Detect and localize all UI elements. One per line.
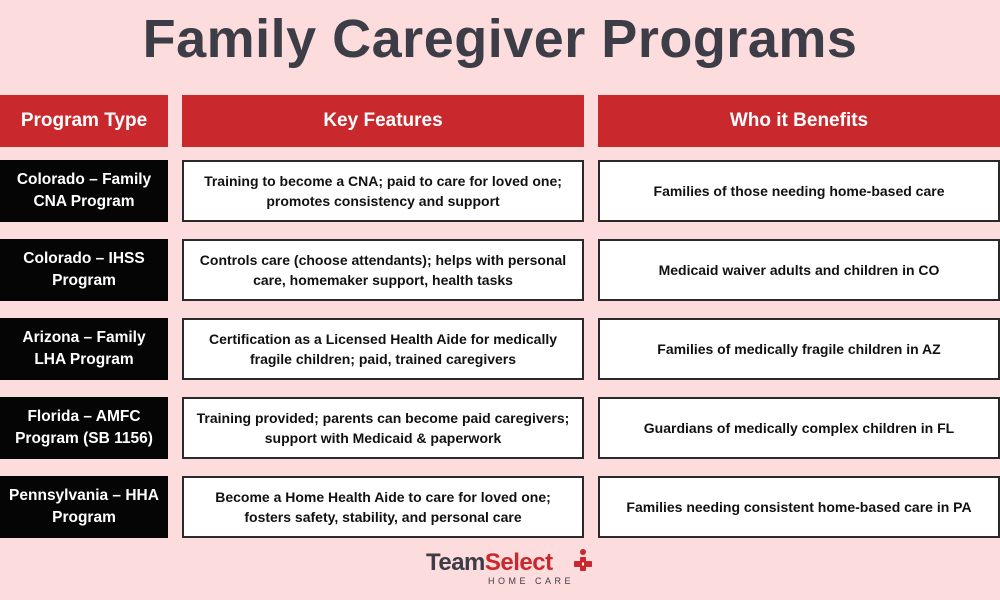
header-key-features: Key Features xyxy=(182,95,584,147)
features-cell-arizona-lha: Certification as a Licensed Health Aide for medically fragile children; paid, trained caregivers xyxy=(182,318,584,380)
logo-word-select: Select xyxy=(484,549,553,576)
logo-tagline: HOME CARE xyxy=(487,576,574,586)
page-title: Family Caregiver Programs xyxy=(142,9,858,69)
benefits-cell-florida-amfc: Guardians of medically complex children in FL xyxy=(598,397,1000,459)
benefits-cell-colorado-cna: Families of those needing home-based care xyxy=(598,160,1000,222)
program-label-colorado-cna: Colorado – Family CNA Program xyxy=(0,160,168,222)
benefits-cell-pennsylvania-hha: Families needing consistent home-based care in PA xyxy=(598,476,1000,538)
logo-wordmark xyxy=(426,550,553,576)
logo-word-team: Team xyxy=(425,549,485,576)
program-label-pennsylvania-hha: Pennsylvania – HHA Program xyxy=(0,476,168,538)
program-label-florida-amfc: Florida – AMFC Program (SB 1156) xyxy=(0,397,168,459)
features-cell-colorado-ihss: Controls care (choose attendants); helps with personal care, homemaker support, health tasks xyxy=(182,239,584,301)
program-label-arizona-lha: Arizona – Family LHA Program xyxy=(0,318,168,380)
plus-figure-icon xyxy=(572,548,594,579)
features-cell-florida-amfc: Training provided; parents can become paid caregivers; support with Medicaid & paperwork xyxy=(182,397,584,459)
header-who-benefits: Who it Benefits xyxy=(598,95,1000,147)
header-program-type: Program Type xyxy=(0,95,168,147)
features-cell-pennsylvania-hha: Become a Home Health Aide to care for loved one; fosters safety, stability, and personal care xyxy=(182,476,584,538)
program-label-colorado-ihss: Colorado – IHSS Program xyxy=(0,239,168,301)
benefits-cell-arizona-lha: Families of medically fragile children in AZ xyxy=(598,318,1000,380)
team-select-logo xyxy=(0,550,1000,586)
features-cell-colorado-cna: Training to become a CNA; paid to care for loved one; promotes consistency and support xyxy=(182,160,584,222)
benefits-cell-colorado-ihss: Medicaid waiver adults and children in CO xyxy=(598,239,1000,301)
